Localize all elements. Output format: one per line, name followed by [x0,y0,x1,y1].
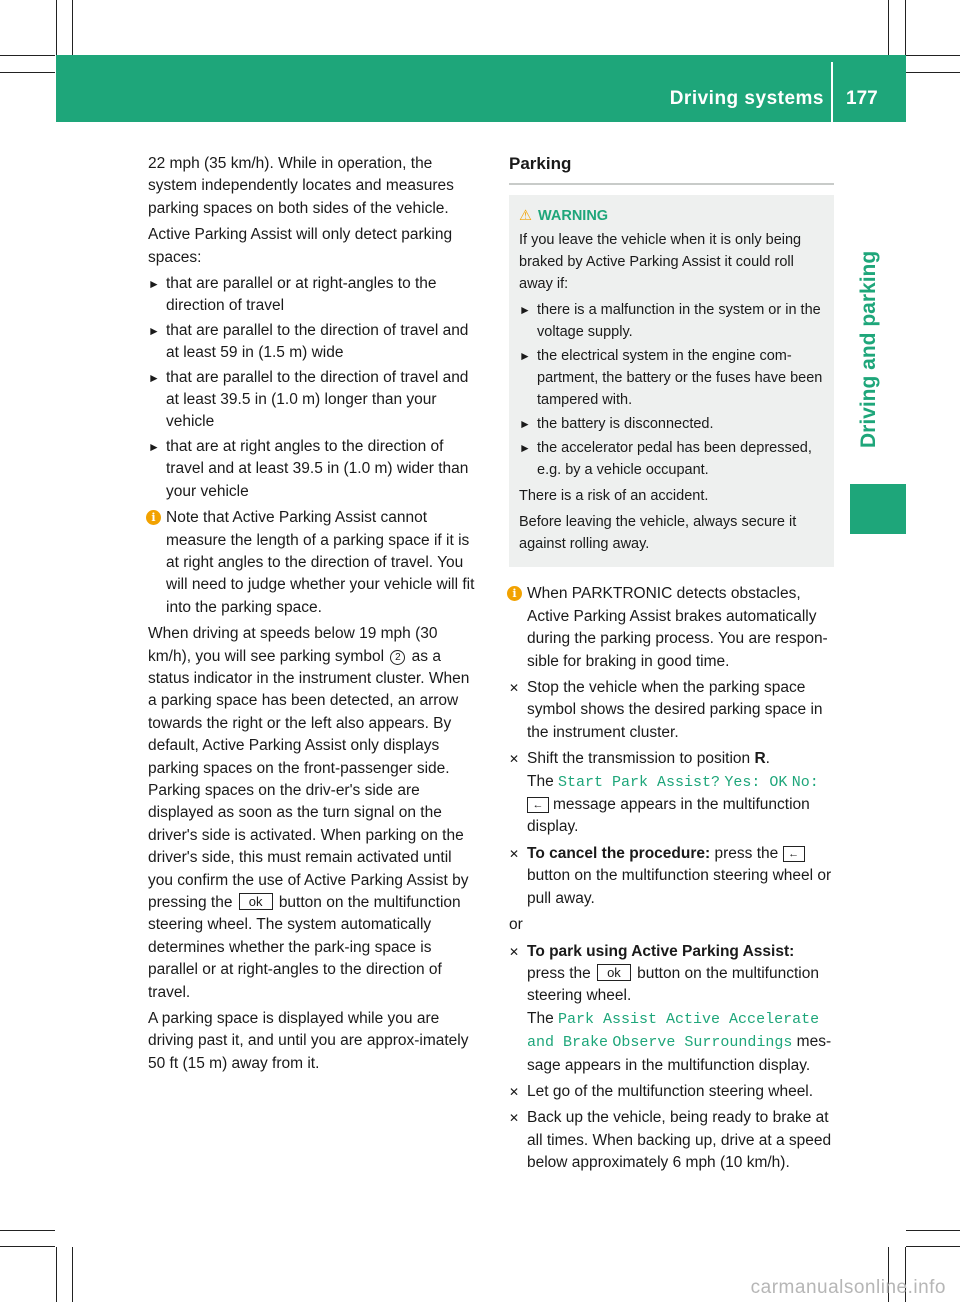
list-item: ► the accelerator pedal has been depressed, e.g. by a vehicle occupant. [519,437,824,481]
step-item: ✕ To cancel the procedure: press the ← button on the multifunction steering wheel or pull away. [509,844,832,907]
crop-mark [56,0,57,55]
bullet-icon: ► [519,441,531,456]
list-item: ► that are parallel or at right-angles to the direction of travel [148,275,437,315]
step-arrow-icon: ✕ [509,944,520,959]
intro-paragraph: 22 mph (35 km/h). While in operation, the system independently locates and measures parking spaces on both sides of the vehicle. [148,155,454,217]
list-item: ► that are at right angles to the direction of travel and at least 39.5 in (1.0 m) wider than your vehicle [148,437,469,500]
warning-list [519,299,824,481]
list-item: ► that are parallel to the direction of travel and at least 39.5 in (1.0 m) longer than your vehicle [148,368,469,431]
crop-mark [0,55,55,56]
bullet-icon: ► [519,349,531,364]
info-icon: i [507,586,522,601]
bullet-icon: ► [148,323,160,338]
bullet-icon: ► [148,370,160,385]
crop-mark [72,0,73,55]
back-key-icon: ← [527,797,549,813]
ok-key-icon: ok [239,893,273,910]
detect-list [148,273,480,503]
crop-mark [0,1230,55,1231]
or-text: or [509,916,523,934]
step-arrow-icon: ✕ [509,1084,520,1099]
list-item: ► the electrical system in the engine com-partment, the battery or the fuses have been tampered with. [519,345,824,411]
header-divider [831,62,833,122]
watermark: carmanualsonline.info [750,1276,946,1298]
side-tab-label: Driving and parking [857,250,880,448]
warning-heading: ⚠ WARNING [519,208,609,225]
crop-mark [906,72,960,73]
crop-mark [905,0,906,55]
step-arrow-icon: ✕ [509,846,520,861]
bullet-icon: ► [148,439,160,454]
section-title: Parking [509,154,572,173]
crop-mark [56,1247,57,1302]
crop-mark [888,0,889,55]
warning-box [509,195,834,567]
crop-mark [0,72,55,73]
step-item: ✕ Let go of the multifunction steering wheel. [509,1081,834,1103]
back-key-icon: ← [783,846,805,862]
warning-risk: There is a risk of an accident. [519,488,709,505]
step-item: ✕ Stop the vehicle when the parking space symbol shows the desired parking space in the instrument cluster. [509,679,823,741]
crop-mark [906,55,960,56]
parking-symbol-2-icon: 2 [390,650,405,665]
right-column [509,153,834,1179]
page-number: 177 [846,88,878,109]
crop-mark [72,1247,73,1302]
list-item: ► the battery is disconnected. [519,413,824,435]
warning-triangle-icon: ⚠ [519,208,532,225]
chapter-title: Driving systems [669,88,824,109]
list-item: ► that are parallel to the direction of travel and at least 59 in (1.5 m) wide [148,321,469,362]
section-rule [509,183,834,185]
step-item: ✕ Shift the transmission to position R. The Start Park Assist? Yes: OK No: ← message appears in the multifunction display. [509,750,819,836]
crop-mark [906,1246,960,1247]
crop-mark [906,1230,960,1231]
bullet-icon: ► [519,417,531,432]
info-note: i Note that Active Parking Assist cannot measure the length of a parking space if it is at right angles to the direction of travel. You will need to judge whether your vehicle will fit into the parking space. [148,507,480,619]
crop-mark [0,1246,55,1247]
gear-position: R [754,750,766,768]
display-text: Park Assist Active Accelerate and Brake [527,1010,820,1052]
step-arrow-icon: ✕ [509,681,520,696]
display-text: No: [791,773,819,791]
bullet-icon: ► [519,303,531,318]
left-column [148,153,480,1079]
list-item: ► there is a malfunction in the system or in the voltage supply. [519,299,824,343]
warning-advice: Before leaving the vehicle, always secure it against rolling away. [519,514,797,553]
ok-key-icon: ok [597,964,631,981]
info-icon: i [146,510,161,525]
step-item: ✕ To park using Active Parking Assist: press the ok button on the multifunction steering wheel. The Park Assist Active Accelerate and Brake Observe Surroundings mes-sage appears in the multifunction display. [509,942,832,1074]
detect-intro: Active Parking Assist will only detect parking spaces: [148,226,453,266]
step-item: ✕ Back up the vehicle, being ready to brake at all times. When backing up, drive at a speed below approximately 6 mph (10 km/h). [509,1109,832,1172]
display-paragraph: A parking space is displayed while you are driving past it, and until you are approx-imately 50 ft (15 m) away from it. [148,1010,469,1072]
display-text: Yes: OK [724,773,788,791]
warning-intro: If you leave the vehicle when it is only being braked by Active Parking Assist it could roll away if: [519,232,802,293]
display-text: Observe Surroundings [612,1034,793,1052]
bullet-icon: ► [148,277,160,292]
info-note: i When PARKTRONIC detects obstacles, Active Parking Assist brakes automatically during the parking process. You are respon-sible for braking in good time. [509,583,834,673]
display-text: Start Park Assist? [558,773,721,791]
step-arrow-icon: ✕ [509,1111,520,1126]
side-tab-block [850,484,906,534]
step-arrow-icon: ✕ [509,752,520,767]
parking-symbol-paragraph: When driving at speeds below 19 mph (30 km/h), you will see parking symbol 2 as a status indicator in the instrument cluster. When a parking space has been detected, an arrow towards the right or the left also appears. By default, Active Parking Assist only displays parking spaces on the front-passenger side. Parking spaces on the driv-er's side are displayed as soon as the turn signal on the driver's side is activated. When parking on the driver's side, this must remain activated until you confirm the use of Active Parking Assist by pressing the ok button on the multifunction steering wheel. The system automatically determines whether the park-ing space is parallel or at right-angles to the direction of travel. [148,625,470,1001]
